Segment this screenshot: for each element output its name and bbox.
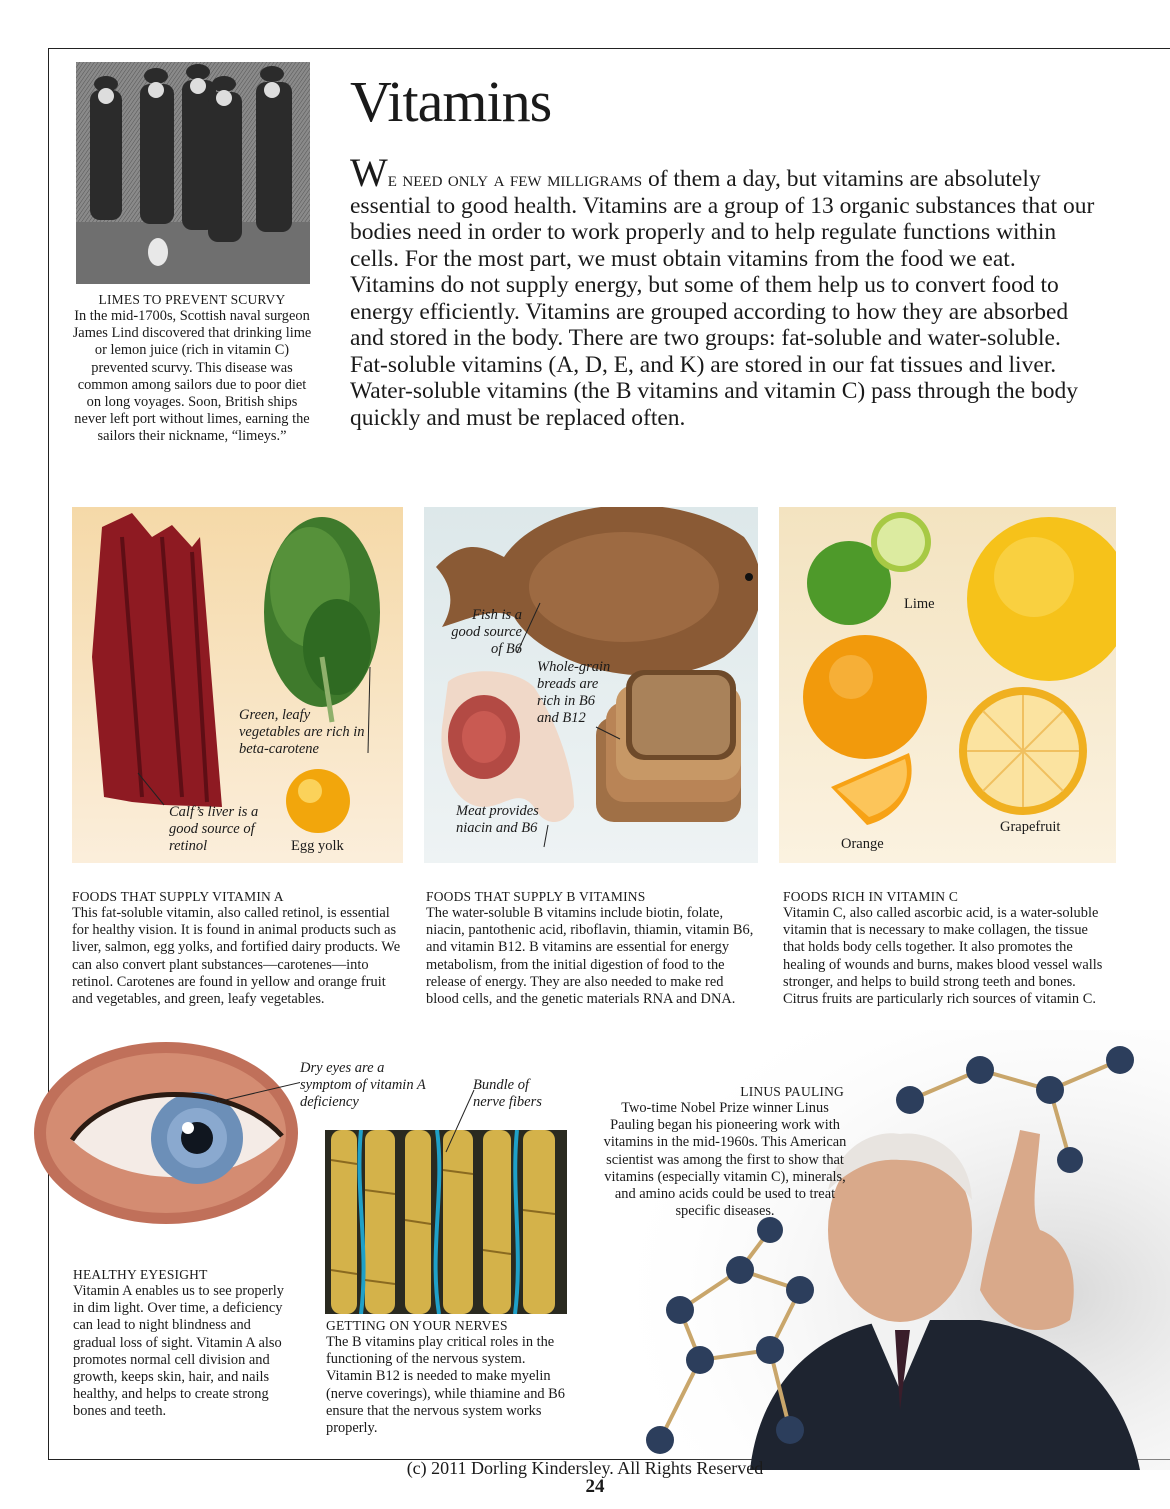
intro-lead: e need only a few milligrams [387,166,643,191]
nerves-caption-heading: GETTING ON YOUR NERVES [326,1318,508,1333]
vitamin-c-foods-image [779,507,1116,863]
intro-dropcap: W [350,150,388,195]
grapefruit-label: Grapefruit [1000,819,1061,835]
nerves-caption-body: The B vitamins play critical roles in the functioning of the nervous system. Vitamin B12 is needed to make myelin (nerve coverings), while thiamine and B6 ensure that the nervous system works properly. [326,1334,565,1437]
vitamin-a-caption [72,889,402,1008]
scurvy-caption-body: In the mid-1700s, Scottish naval surgeon James Lind discovered that drinking lime or lemon juice (rich in vitamin C) prevented scurvy. This disease was common among sailors due to poor diet on long voyages. Soon, British ships never left port without limes, earning the sailors their nickname, “limeys.” [72,308,312,445]
copyright-notice: (c) 2011 Dorling Kindersley. All Rights Reserved [406,1458,764,1478]
greens-label: Green, leafy vegetables are rich in beta-carotene [239,707,365,757]
egg-yolk-label: Egg yolk [291,838,344,854]
orange-label: Orange [841,836,884,852]
fish-label: Fish is a good source of B6 [451,607,522,657]
sailors-engraving-image [76,62,310,284]
nerve-bundle-label: Bundle of nerve fibers [473,1077,542,1110]
vitamin-c-caption-body: Vitamin C, also called ascorbic acid, is a water-soluble vitamin that is necessary to make collagen, the tissue that holds body cells together. It also promotes the healing of wounds and burns, makes blood vessel walls stronger, and helps to build strong teeth and bones. Citrus fruits are particularly rich sources of vitamin C. [783,905,1103,1008]
nerve-fibers-image [325,1130,567,1314]
vitamin-a-caption-body: This fat-soluble vitamin, also called retinol, is essential for healthy vision. It is found in animal products such as liver, salmon, egg yolks, and fortified dairy products. We can also convert plant substances—carotenes—into retinol. Carotenes are found in yellow and orange fruit and vegetables, and green, leafy vegetables. [72,905,401,1008]
scurvy-caption-heading: LIMES TO PREVENT SCURVY [98,292,286,307]
eye-image [32,1040,300,1226]
pauling-caption [600,1084,850,1220]
vitamin-c-caption [783,889,1113,1008]
liver-label: Calf’s liver is a good source of retinol [169,804,259,854]
eyesight-caption-heading: HEALTHY EYESIGHT [73,1267,208,1282]
bread-label: Whole-grain breads are rich in B6 and B12 [537,659,611,726]
nerves-caption [326,1318,566,1437]
meat-label: Meat provides niacin and B6 [456,803,539,836]
intro-paragraph [350,150,1095,431]
vitamin-c-caption-heading: FOODS RICH IN VITAMIN C [783,889,959,904]
pauling-caption-body: Two-time Nobel Prize winner Linus Pauling began his pioneering work with vitamins in the mid-1960s. This American scientist was among the first to show that vitamins (especially vitamin C), minerals, and amino acids could be used to treat specific diseases. [603,1100,847,1220]
vitamin-a-caption-heading: FOODS THAT SUPPLY VITAMIN A [72,889,284,904]
page-title: Vitamins [350,69,552,134]
lime-label: Lime [904,596,935,612]
page-number: 24 [585,1476,605,1497]
b-vitamins-caption-body: The water-soluble B vitamins include biotin, folate, niacin, pantothenic acid, riboflavin, thiamin, vitamin B6, and vitamin B12. B vitamins are essential for energy metabolism, from the initial digestion of food to the release of energy. They are also needed to make red blood cells, and the genetic materials RNA and DNA. [426,905,754,1008]
pauling-caption-heading: LINUS PAULING [740,1084,844,1099]
intro-text: of them a day, but vitamins are absolutely essential to good health. Vitamins are a group of 13 organic substances that our bodies need in order to work properly and to help regulate functions within cells. For the most part, we must obtain vitamins from the food we eat. Vitamins do not supply energy, but some of them help us to convert food to energy efficiently. Vitamins are grouped according to how they are absorbed and stored in the body. There are two groups: fat-soluble and water-soluble. Fat-soluble vitamins (A, D, E, and K) are stored in our fat tissues and liver. Water-soluble vitamins (the B vitamins and vitamin C) pass through the body quickly and must be replaced often. [350,166,1095,431]
scurvy-caption [72,292,312,446]
vitamin-c-foods-panel [779,507,1116,863]
b-vitamin-foods-panel [424,507,758,863]
b-vitamins-caption [426,889,756,1008]
eyesight-caption [73,1267,293,1421]
vitamin-a-foods-panel [72,507,403,863]
eyesight-caption-body: Vitamin A enables us to see properly in dim light. Over time, a deficiency can lead to night blindness and gradual loss of sight. Vitamin A also promotes normal cell division and growth, keeps skin, hair, and nails healthy, and helps to create strong bones and teeth. [73,1283,284,1420]
dry-eyes-label: Dry eyes are a symptom of vitamin A deficiency [300,1060,426,1110]
b-vitamins-caption-heading: FOODS THAT SUPPLY B VITAMINS [426,889,646,904]
